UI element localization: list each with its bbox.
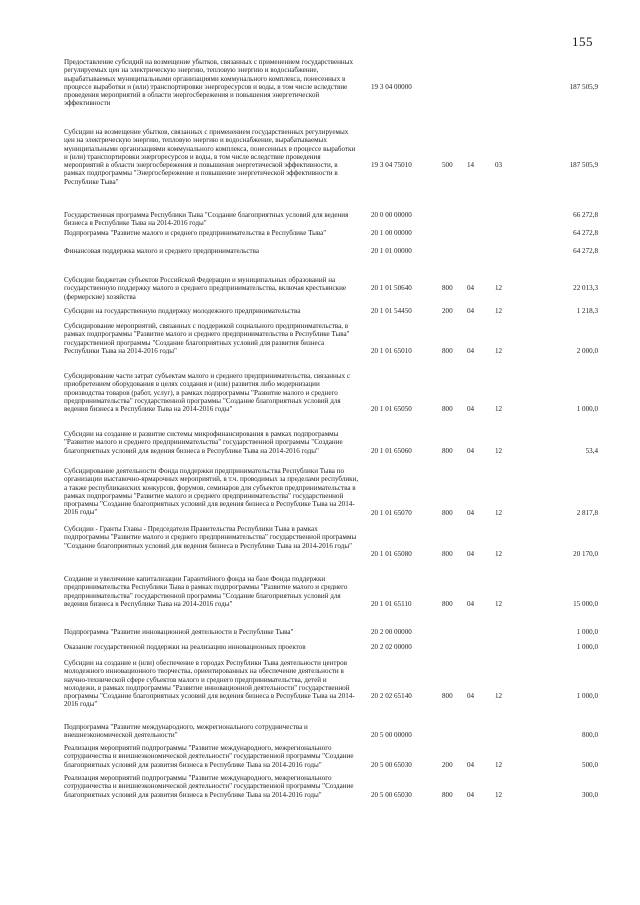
row-name: Оказание государственной поддержки на реализацию инновационных проектов xyxy=(64,643,306,651)
row-sum: 1 000,0 xyxy=(576,692,598,701)
row-vr-code: 800 xyxy=(442,692,453,701)
row-rz-code: 04 xyxy=(467,446,475,455)
row-pr-code: 12 xyxy=(495,599,503,608)
row-sum: 66 272,8 xyxy=(573,211,598,219)
row-pr-code: 12 xyxy=(495,692,503,701)
row-csr-code: 20 2 00 00000 xyxy=(371,628,412,636)
table-row xyxy=(0,628,640,638)
row-sum: 53,4 xyxy=(585,446,598,455)
table-row xyxy=(0,575,640,608)
row-name: Подпрограмма "Развитие малого и среднего предпринимательства в Республике Тыва" xyxy=(64,229,327,237)
row-name: Субсидии на возмещение убытков, связанных с применением государственных регулируемых цен на электрическую энергию, тепловую энергию и водоснабжение, вырабатываемых муниципальными организациями коммунального комплекса, понесенных в процессе выработки и (или) транспортировки энергоресурсов и воды, в том числе вследствие проведения мероприятий в области энергосбережения и повышения энергетической эффективности, в рамках подпрограммы "Энергосбережение и повышение энергетической эффективности в Республике Тыва" xyxy=(64,128,356,186)
row-name: Субсидии бюджетам субъектов Российской Федерации и муниципальных образований на государственную поддержку малого и среднего предпринимательства, включая крестьянские (фермерские) хозяйства xyxy=(64,276,347,301)
row-csr-code: 20 1 01 65010 xyxy=(371,346,412,355)
row-rz-code: 04 xyxy=(467,790,475,799)
table-row xyxy=(0,247,640,257)
row-name: Субсидирование деятельности Фонда поддержки предпринимательства Республики Тыва по организации выставочно-ярмарочных мероприятий, в т.ч. проводимых за пределами республики, а также республиканских конкурсов, форумов, семинаров для субъектов предпринимательства в рамках подпрограммы "Развитие малого и среднего предпринимательства" государственной программы "Создание благоприятных условий для ведения бизнеса в Республике Тыва на 2014-2016 годы" xyxy=(64,467,359,517)
row-pr-code: 12 xyxy=(495,508,503,517)
row-name: Субсидии на создание и (или) обеспечение в городах Республики Тыва деятельности центров молодежного инновационного творчества, ориентированных на обеспечение деятельности в научно-технической сфере субъектов малого и среднего предпринимательства, детей и молодежи, в рамках подпрограммы "Развитие инновационной деятельности" государственной программы "Создание благоприятных условий для ведения бизнеса в Республике Тыва на 2014-2016 годы" xyxy=(64,659,355,709)
row-sum: 2 817,8 xyxy=(576,508,598,517)
row-csr-code: 20 1 01 54450 xyxy=(371,307,412,315)
row-name: Субсидии - Гранты Главы - Председателя Правительства Республики Тыва в рамках подпрограммы "Развитие малого и среднего предпринимательства" государственной программы "Создание благоприятных условий для ведения бизнеса в Республике Тыва на 2014-2016 годы" xyxy=(64,525,357,550)
table-row xyxy=(0,372,640,414)
table-row xyxy=(0,307,640,317)
row-vr-code: 800 xyxy=(442,599,453,608)
row-sum: 1 218,3 xyxy=(576,307,598,315)
row-vr-code: 800 xyxy=(442,446,453,455)
table-row xyxy=(0,229,640,239)
row-name: Реализация мероприятий подпрограммы "Развитие международного, межрегионального сотрудничества и внешнеэкономической деятельности" государственной программы "Создание благоприятных условий для развития бизнеса в Республике Тыва на 2014-2016 годы" xyxy=(64,774,354,799)
table-row xyxy=(0,659,640,709)
row-sum: 22 013,3 xyxy=(573,284,598,293)
row-csr-code: 19 3 04 00000 xyxy=(371,82,412,91)
row-pr-code: 12 xyxy=(495,790,503,799)
row-sum: 187 505,9 xyxy=(569,82,598,91)
row-csr-code: 20 1 01 65110 xyxy=(371,599,412,608)
row-sum: 2 000,0 xyxy=(576,346,598,355)
table-row xyxy=(0,276,640,301)
row-pr-code: 03 xyxy=(495,161,503,170)
row-csr-code: 20 1 00 00000 xyxy=(371,229,412,237)
table-row xyxy=(0,467,640,517)
row-csr-code: 20 1 01 65050 xyxy=(371,405,412,414)
row-name: Предоставление субсидий на возмещение убытков, связанных с применением государственных регулируемых цен на электрическую энергию, тепловую энергию и водоснабжение, вырабатываемых муниципальными организациями коммунального комплекса, понесенных в процессе выработки и (или) транспортировки энергоресурсов и воды, в том числе вследствие проведения мероприятий в области энергосбережения и повышения энергетической эффективности xyxy=(64,58,353,108)
row-rz-code: 04 xyxy=(467,549,475,558)
row-sum: 15 000,0 xyxy=(573,599,598,608)
row-sum: 64 272,8 xyxy=(573,247,598,255)
row-csr-code: 20 5 00 65030 xyxy=(371,760,412,769)
row-sum: 300,0 xyxy=(582,790,598,799)
row-pr-code: 12 xyxy=(495,307,503,315)
row-sum: 800,0 xyxy=(582,731,598,740)
row-name: Субсидирование части затрат субъектам малого и среднего предпринимательства, связанных с приобретением оборудования в целях создания и (или) развития либо модернизации производства товаров (работ, услуг), в рамках подпрограммы "Развитие малого и среднего предпринимательства" государственной программы "Создание благоприятных условий для ведения бизнеса в Республике Тыва на 2014-2016 годы" xyxy=(64,372,351,414)
row-csr-code: 20 2 02 00000 xyxy=(371,643,412,651)
row-csr-code: 20 1 01 00000 xyxy=(371,247,412,255)
row-rz-code: 04 xyxy=(467,692,475,701)
row-pr-code: 12 xyxy=(495,284,503,293)
row-rz-code: 04 xyxy=(467,284,475,293)
row-name: Субсидирование мероприятий, связанных с поддержкой социального предпринимательства, в рамках подпрограммы "Развитие малого и среднего предпринимательства в Республике Тыва" государственной программы "Создание благоприятных условий для развития бизнеса Республики Тыва на 2014-2016 годы" xyxy=(64,322,350,355)
row-vr-code: 500 xyxy=(442,161,453,170)
row-pr-code: 12 xyxy=(495,549,503,558)
row-sum: 1 000,0 xyxy=(576,405,598,414)
row-name: Подпрограмма "Развитие инновационной деятельности в Республике Тыва" xyxy=(64,628,294,636)
row-csr-code: 19 3 04 75010 xyxy=(371,161,412,170)
row-rz-code: 04 xyxy=(467,508,475,517)
table-row xyxy=(0,643,640,653)
row-rz-code: 04 xyxy=(467,307,475,315)
table-row xyxy=(0,211,640,228)
row-name: Субсидии на создание и развитие системы микрофинансирования в рамках подпрограммы "Развитие малого и среднего предпринимательства" государственной программы "Создание благоприятных условий для ведения бизнеса в Республике Тыва на 2014-2016 годы" xyxy=(64,430,343,455)
table-row xyxy=(0,58,640,108)
row-csr-code: 20 1 01 50640 xyxy=(371,284,412,293)
row-csr-code: 20 5 00 00000 xyxy=(371,731,412,740)
row-name: Подпрограмма "Развитие международного, межрегионального сотрудничества и внешнеэкономической деятельности" xyxy=(64,723,308,740)
row-rz-code: 04 xyxy=(467,346,475,355)
row-csr-code: 20 1 01 65060 xyxy=(371,446,412,455)
table-row xyxy=(0,723,640,740)
row-rz-code: 04 xyxy=(467,599,475,608)
row-vr-code: 800 xyxy=(442,508,453,517)
row-rz-code: 04 xyxy=(467,405,475,414)
row-name: Создание и увеличение капитализации Гарантийного фонда на базе Фонда поддержки предпринимательства Республики Тыва в рамках подпрограммы "Развитие малого и среднего предпринимательства" государственной программы "Создание благоприятных условий для ведения бизнеса в Республике Тыва на 2014-2016 годы" xyxy=(64,575,348,608)
row-csr-code: 20 2 02 65140 xyxy=(371,692,412,701)
table-row xyxy=(0,744,640,769)
table-row xyxy=(0,430,640,455)
table-row xyxy=(0,525,640,558)
row-csr-code: 20 0 00 00000 xyxy=(371,211,412,219)
row-pr-code: 12 xyxy=(495,760,503,769)
row-sum: 20 170,0 xyxy=(573,549,598,558)
row-rz-code: 04 xyxy=(467,760,475,769)
table-row xyxy=(0,128,640,186)
row-csr-code: 20 1 01 65080 xyxy=(371,549,412,558)
row-csr-code: 20 5 00 65030 xyxy=(371,790,412,799)
row-vr-code: 800 xyxy=(442,346,453,355)
row-csr-code: 20 1 01 65070 xyxy=(371,508,412,517)
row-name: Субсидии на государственную поддержку молодежного предпринимательства xyxy=(64,307,301,315)
row-vr-code: 800 xyxy=(442,790,453,799)
row-pr-code: 12 xyxy=(495,405,503,414)
row-vr-code: 800 xyxy=(442,405,453,414)
row-sum: 1 000,0 xyxy=(576,628,598,636)
row-vr-code: 800 xyxy=(442,549,453,558)
row-vr-code: 200 xyxy=(442,307,453,315)
row-name: Финансовая поддержка малого и среднего предпринимательства xyxy=(64,247,260,255)
row-sum: 1 000,0 xyxy=(576,643,598,651)
row-pr-code: 12 xyxy=(495,446,503,455)
page-number: 155 xyxy=(572,34,593,49)
row-vr-code: 800 xyxy=(442,284,453,293)
row-sum: 500,0 xyxy=(582,760,598,769)
table-row xyxy=(0,322,640,355)
row-name: Государственная программа Республики Тыва "Создание благоприятных условий для ведения бизнеса в Республике Тыва на 2014-2016 годы" xyxy=(64,211,349,228)
row-pr-code: 12 xyxy=(495,346,503,355)
row-rz-code: 14 xyxy=(467,161,475,170)
row-name: Реализация мероприятий подпрограммы "Развитие международного, межрегионального сотрудничества и внешнеэкономической деятельности" государственной программы "Создание благоприятных условий для развития бизнеса в Республике Тыва на 2014-2016 годы" xyxy=(64,744,354,769)
table-row xyxy=(0,774,640,799)
row-sum: 187 505,9 xyxy=(569,161,598,170)
row-sum: 64 272,8 xyxy=(573,229,598,237)
row-vr-code: 200 xyxy=(442,760,453,769)
